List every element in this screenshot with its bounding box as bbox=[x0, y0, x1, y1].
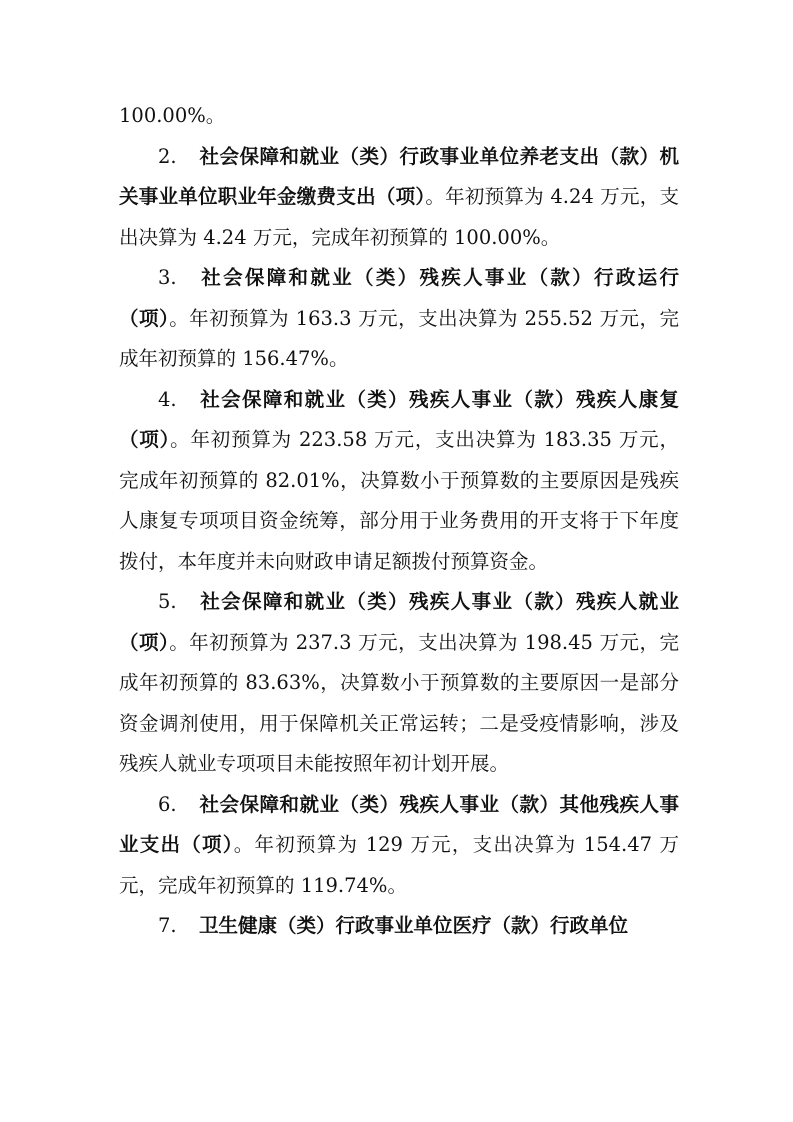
item-text: 。年初预算为 223.58 万元，支出决算为 183.35 万元，完成年初预算的 82.01%，决算数小于预算数的主要原因是残疾人康复专项项目资金统筹，部分用于业务费用的开支将于下年度拨付，本年度并未向财政申请足额拨付预算资金。 bbox=[119, 428, 679, 573]
item-number: 5. bbox=[158, 590, 177, 613]
item-number: 3. bbox=[158, 266, 177, 289]
item-heading: 社会保障和就业（类）残疾人事业（款）其他残疾人事业支出（项） bbox=[119, 792, 679, 856]
paragraph-item-2 bbox=[119, 137, 679, 259]
item-heading: 卫生健康（类）行政事业单位医疗（款）行政单位 bbox=[198, 914, 628, 937]
item-heading: 社会保障和就业（类）残疾人事业（款）行政运行（项） bbox=[119, 266, 679, 330]
paragraph-item-5 bbox=[119, 582, 679, 785]
item-text: 。年初预算为 4.24 万元，支出决算为 4.24 万元，完成年初预算的 100.00%。 bbox=[119, 185, 679, 249]
document-page bbox=[119, 96, 679, 947]
paragraph-item-4 bbox=[119, 380, 679, 583]
item-heading: 社会保障和就业（类）残疾人事业（款）残疾人康复（项） bbox=[119, 387, 679, 451]
item-heading: 社会保障和就业（类）行政事业单位养老支出（款）机关事业单位职业年金缴费支出（项） bbox=[119, 144, 679, 208]
item-number: 6. bbox=[158, 792, 177, 816]
paragraph-item-6 bbox=[119, 785, 679, 907]
item-text: 。年初预算为 129 万元，支出决算为 154.47 万元，完成年初预算的 119.74%。 bbox=[119, 833, 679, 897]
paragraph-text: 100.00%。 bbox=[119, 104, 226, 127]
item-number: 7. bbox=[158, 914, 177, 937]
paragraph-continuation bbox=[119, 96, 679, 137]
item-text: 。年初预算为 163.3 万元，支出决算为 255.52 万元，完成年初预算的 156.47%。 bbox=[119, 306, 679, 370]
item-text: 。年初预算为 237.3 万元，支出决算为 198.45 万元，完成年初预算的 83.63%，决算数小于预算数的主要原因一是部分资金调剂使用，用于保障机关正常运转；二是受疫情影响，涉及残疾人就业专项项目未能按照年初计划开展。 bbox=[119, 630, 679, 775]
paragraph-item-7 bbox=[119, 906, 679, 947]
item-number: 4. bbox=[158, 387, 177, 411]
item-number: 2. bbox=[158, 144, 177, 168]
item-heading: 社会保障和就业（类）残疾人事业（款）残疾人就业（项） bbox=[119, 590, 679, 654]
paragraph-item-3 bbox=[119, 258, 679, 380]
